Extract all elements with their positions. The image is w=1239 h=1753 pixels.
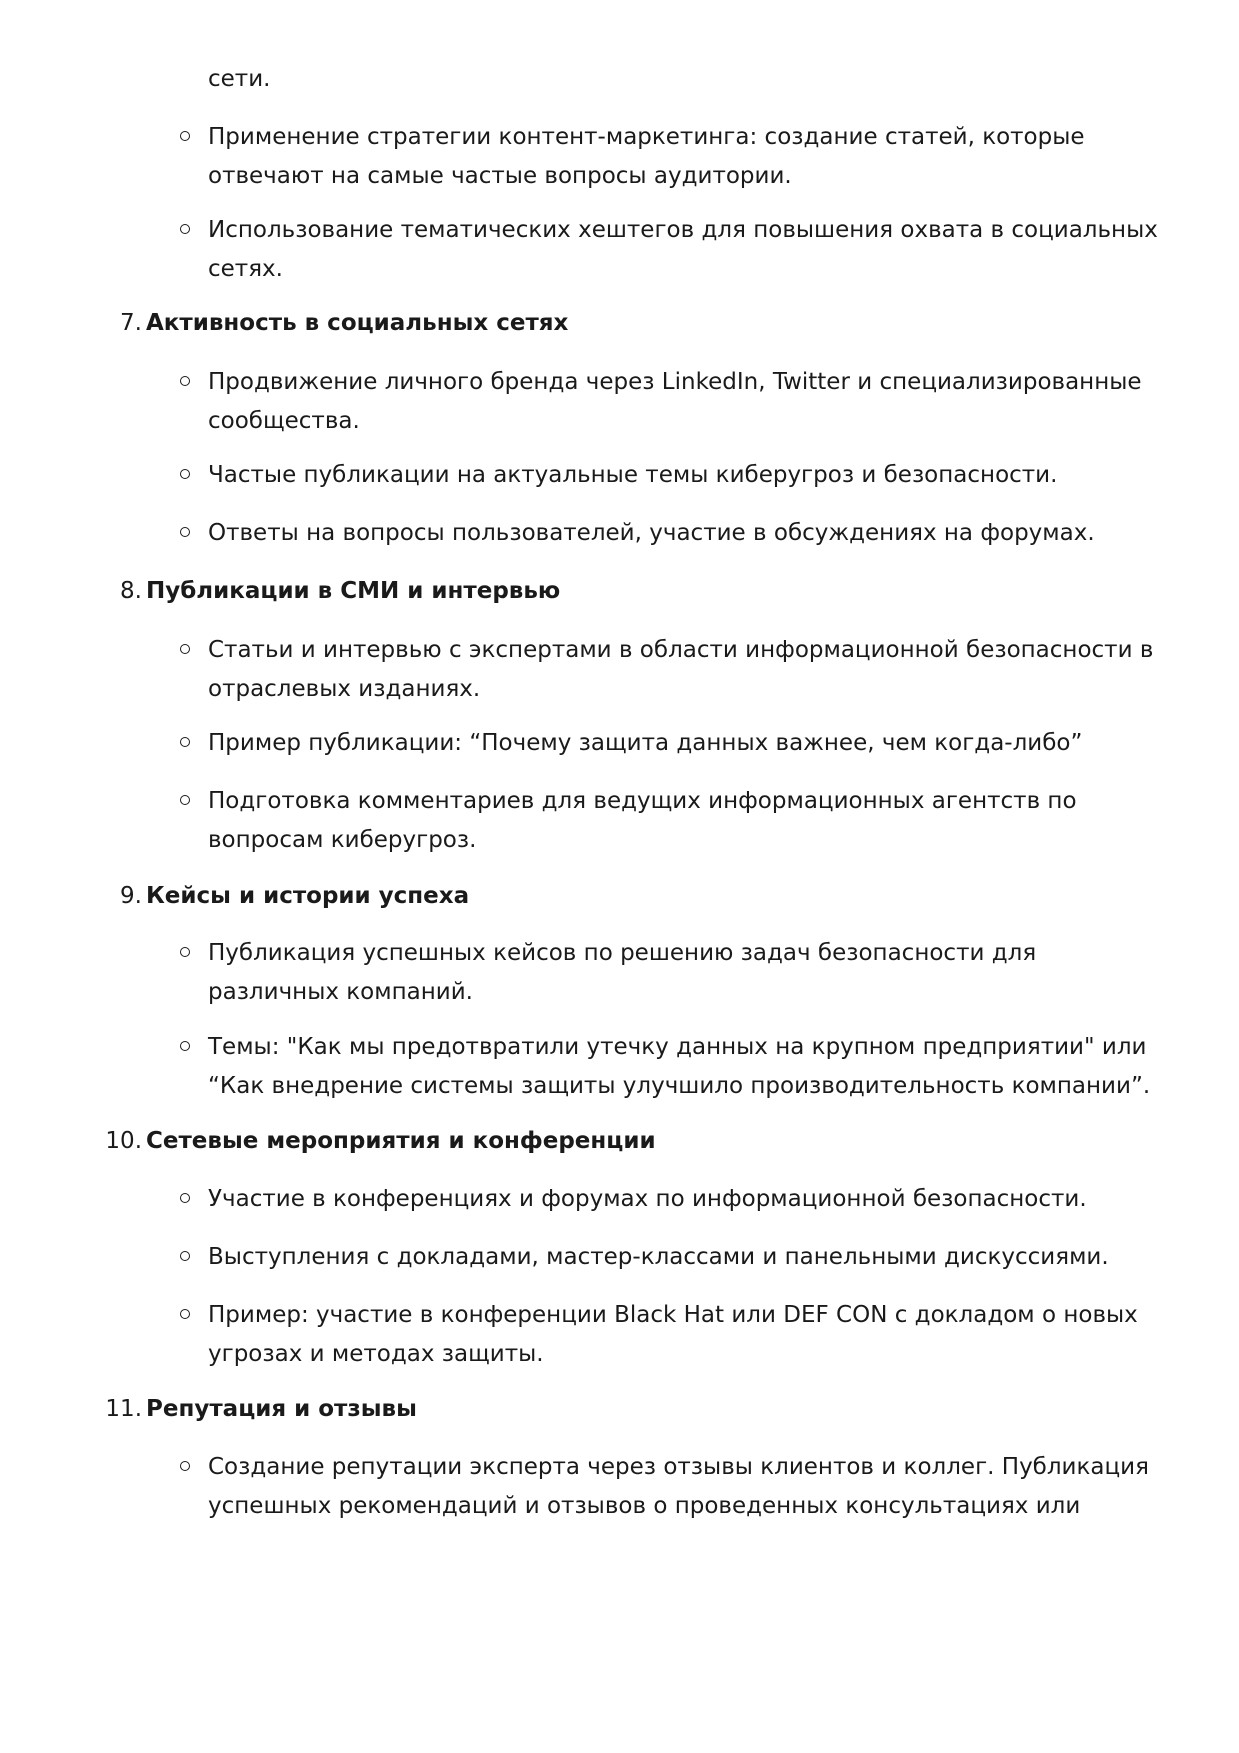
- list-item-text: Участие в конференциях и форумах по информационной безопасности.: [208, 1186, 1087, 1212]
- continuation-text: сети.: [208, 66, 271, 92]
- list-item-text: Публикация успешных кейсов по решению задач безопасности для различных компаний.: [208, 940, 1037, 1005]
- section-heading: [0, 1122, 1239, 1161]
- bullet-circle-icon: [180, 795, 190, 805]
- section-number: 10.: [105, 1128, 142, 1154]
- bullet-circle-icon: [180, 1309, 190, 1319]
- section-number: 9.: [120, 883, 142, 909]
- list-item-text: Создание репутации эксперта через отзывы клиентов и коллег. Публикация успешных рекомендаций и отзывов о проведенных консультациях или: [208, 1454, 1149, 1519]
- section-heading: [0, 1390, 1239, 1429]
- bullet-circle-icon: [180, 1193, 190, 1203]
- bullet-circle-icon: [180, 131, 190, 141]
- bullet-circle-icon: [180, 737, 190, 747]
- section-number: 7.: [120, 310, 142, 336]
- section-heading: [0, 304, 1239, 343]
- list-item-text: Пример: участие в конференции Black Hat или DEF CON с докладом о новых угрозах и методах защиты.: [208, 1302, 1138, 1367]
- list-item-text: Применение стратегии контент-маркетинга: создание статей, которые отвечают на самые частые вопросы аудитории.: [208, 124, 1085, 189]
- bullet-circle-icon: [180, 469, 190, 479]
- section-title: Активность в социальных сетях: [146, 310, 569, 336]
- list-item-text: Пример публикации: “Почему защита данных важнее, чем когда-либо”: [208, 730, 1083, 756]
- bullet-circle-icon: [180, 1041, 190, 1051]
- bullet-circle-icon: [180, 644, 190, 654]
- section-title: Публикации в СМИ и интервью: [146, 578, 561, 604]
- list-item-text: Подготовка комментариев для ведущих информационных агентств по вопросам киберугроз.: [208, 788, 1077, 853]
- list-item-text: Использование тематических хештегов для повышения охвата в социальных сетях.: [208, 217, 1158, 282]
- section-number: 11.: [105, 1396, 142, 1422]
- list-item-text: Выступления с докладами, мастер-классами и панельными дискуссиями.: [208, 1244, 1109, 1270]
- section-heading: [0, 877, 1239, 916]
- bullet-circle-icon: [180, 527, 190, 537]
- section-number: 8.: [120, 578, 142, 604]
- list-item-text: Ответы на вопросы пользователей, участие в обсуждениях на форумах.: [208, 520, 1095, 546]
- list-item-text: Статьи и интервью с экспертами в области информационной безопасности в отраслевых изданиях.: [208, 637, 1154, 702]
- list-item-text: Частые публикации на актуальные темы киберугроз и безопасности.: [208, 462, 1058, 488]
- bullet-circle-icon: [180, 947, 190, 957]
- list-item-text: Продвижение личного бренда через LinkedIn, Twitter и специализированные сообщества.: [208, 369, 1142, 434]
- bullet-circle-icon: [180, 1461, 190, 1471]
- bullet-circle-icon: [180, 224, 190, 234]
- section-title: Кейсы и истории успеха: [146, 883, 470, 909]
- list-item-text: Темы: "Как мы предотвратили утечку данных на крупном предприятии" или “Как внедрение системы защиты улучшило производительность компании”.: [208, 1034, 1151, 1099]
- bullet-circle-icon: [180, 1251, 190, 1261]
- section-heading: [0, 572, 1239, 611]
- bullet-circle-icon: [180, 376, 190, 386]
- section-title: Сетевые мероприятия и конференции: [146, 1128, 656, 1154]
- section-title: Репутация и отзывы: [146, 1396, 417, 1422]
